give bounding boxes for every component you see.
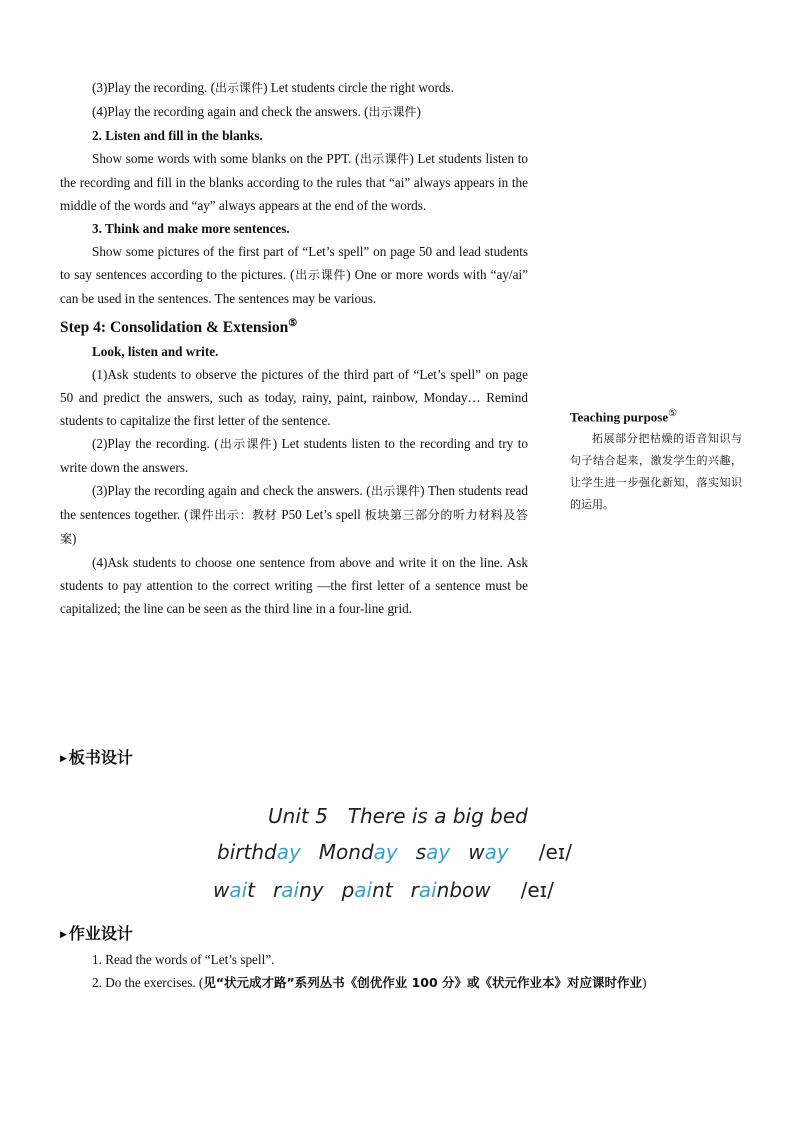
subheading-listen-fill: 2. Listen and fill in the blanks. <box>92 128 263 143</box>
board-word: way <box>468 840 509 864</box>
teaching-purpose-note <box>570 402 742 516</box>
step4-para-1: (1)Ask students to observe the pictures of the third part of “Let’s spell” on page 50 and predict the answers, such as today, rainy, paint, rainbow, Monday… Remind students to capitalize the first letter of the sentence. <box>60 367 528 429</box>
step4-para-3: (3)Play the recording again and check the answers. (出示课件) Then students read the sentences together. (课件出示：教材 P50 Let’s spell 板块第三部分的听力材料及答案) <box>60 483 529 547</box>
step4-para-2: (2)Play the recording. (出示课件) Let students listen to the recording and try to write down the answers. <box>60 436 528 476</box>
highlighted-letters: ay <box>276 840 301 864</box>
board-word: paint <box>341 878 393 902</box>
step4-para-4: (4)Ask students to choose one sentence from above and write it on the line. Ask students to pay attention to the correct writing —the first letter of a sentence must be capitalized; the line can be seen as the third line in a four-line grid. <box>60 555 528 617</box>
homework-item-2: 2. Do the exercises. (见“状元成才路”系列丛书《创优作业 100 分》或《状元作业本》对应课时作业) <box>92 975 647 990</box>
teaching-purpose-body: 拓展部分把枯燥的语音知识与句子结合起来，激发学生的兴趣，让学生进一步强化新知，落实知识的运用。 <box>570 432 742 512</box>
highlighted-letters: ay <box>426 840 451 864</box>
board-word: rainbow <box>410 878 491 902</box>
board-title: Unit 5 There is a big bed <box>268 804 528 828</box>
think-make-para: Show some pictures of the first part of “Let’s spell” on page 50 and lead students to say sentences according to the pictures. (出示课件) One or more words with “ay/ai” can be used in the sentences. The sentences may be various. <box>60 244 528 306</box>
highlighted-letters: ai <box>418 878 437 902</box>
step3-para-3: (3)Play the recording. (出示课件) Let students circle the right words. <box>92 80 454 95</box>
board-word: say <box>415 840 451 864</box>
highlighted-letters: ay <box>373 840 398 864</box>
board-word: wait <box>213 878 256 902</box>
homework-heading: ▶ 作业设计 <box>60 924 133 943</box>
homework-list <box>60 948 736 994</box>
phonetic-symbol: /eɪ/ <box>538 840 572 864</box>
board-word: birthday <box>217 840 301 864</box>
board-design-heading: ▶ 板书设计 <box>60 748 133 767</box>
step4-heading: Step 4: Consolidation & Extension⑤ <box>60 318 298 337</box>
triangle-bullet-icon: ▶ <box>60 930 67 940</box>
teaching-purpose-title: Teaching purpose⑤ <box>570 408 678 425</box>
board-row-ay <box>217 840 572 864</box>
step4-subheading: Look, listen and write. <box>92 344 219 360</box>
lesson-steps <box>60 76 528 620</box>
highlighted-letters: ai <box>354 878 373 902</box>
listen-fill-para: Show some words with some blanks on the PPT. (出示课件) Let students listen to the recording and fill in the blanks according to the rules that “ai” always appears in the middle of the words and “ay” always appears at the end of the words. <box>60 151 528 213</box>
board-row-ai <box>213 878 554 902</box>
phonetic-symbol: /eɪ/ <box>520 878 554 902</box>
highlighted-letters: ai <box>229 878 248 902</box>
highlighted-letters: ai <box>281 878 300 902</box>
homework-item-1: 1. Read the words of “Let’s spell”. <box>92 952 275 967</box>
highlighted-letters: ay <box>484 840 509 864</box>
triangle-bullet-icon: ▶ <box>60 754 67 764</box>
board-word: Monday <box>318 840 398 864</box>
subheading-think-make: 3. Think and make more sentences. <box>92 221 290 236</box>
board-word: rainy <box>273 878 324 902</box>
step3-para-4: (4)Play the recording again and check the answers. (出示课件) <box>92 104 421 119</box>
